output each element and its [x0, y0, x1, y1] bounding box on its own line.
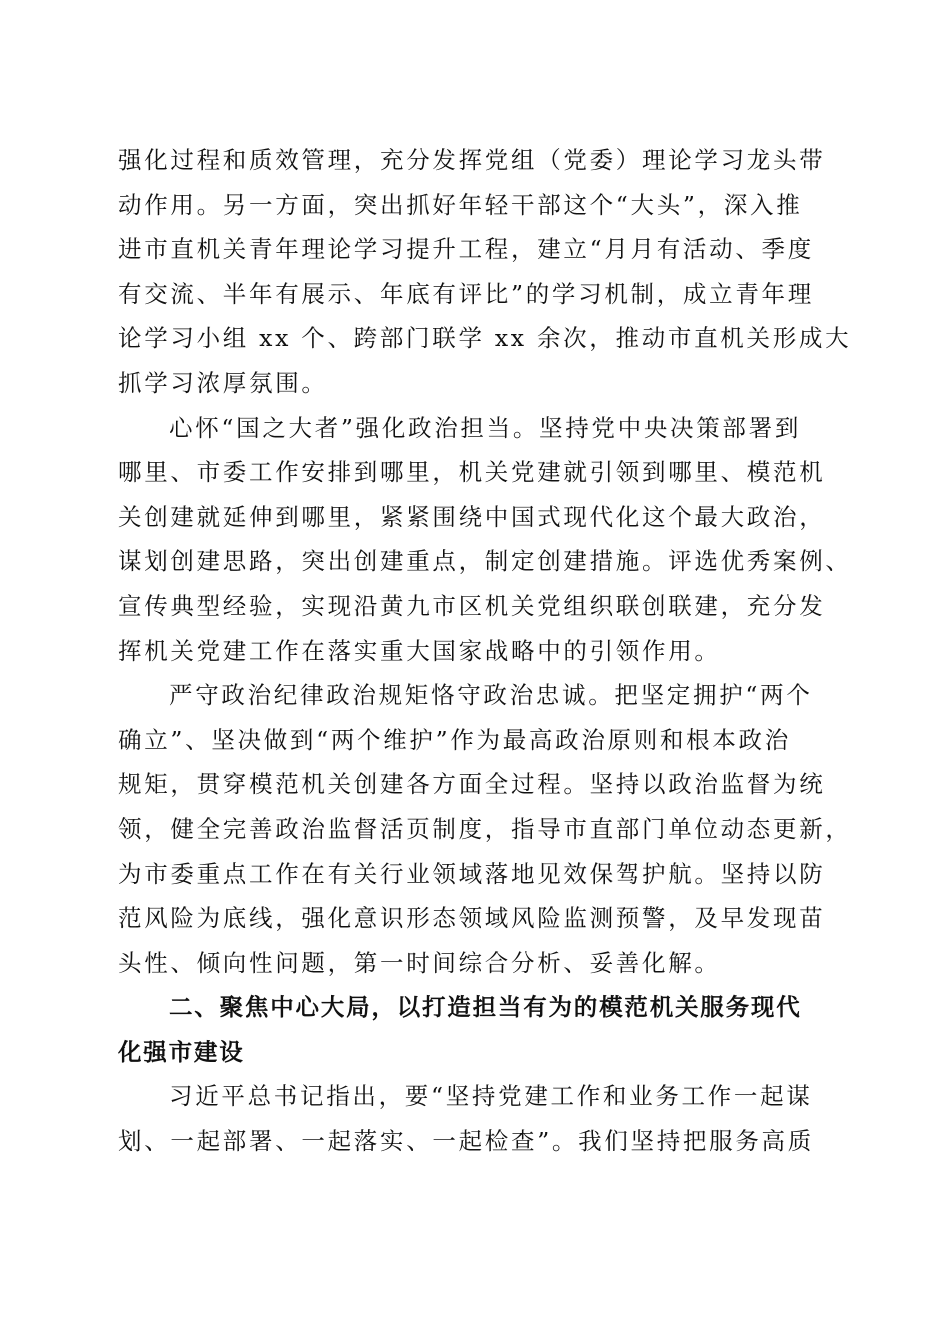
heading-line: 化强市建设: [118, 1037, 245, 1066]
heading-line: 二、聚焦中心大局，以打造担当有为的模范机关服务现代: [169, 993, 802, 1022]
text-line: 宣传典型经验，实现沿黄九市区机关党组织联创联建，充分发: [118, 591, 826, 620]
text-line: 为市委重点工作在有关行业领域落地见效保驾护航。坚持以防: [118, 859, 826, 888]
text-line: 领，健全完善政治监督活页制度，指导市直部门单位动态更新，: [118, 814, 852, 843]
text-line: 谋划创建思路，突出创建重点，制定创建措施。评选优秀案例、: [118, 547, 852, 576]
text-line: 关创建就延伸到哪里，紧紧围绕中国式现代化这个最大政治，: [118, 502, 826, 531]
text-line: 划、一起部署、一起落实、一起检查”。我们坚持把服务高质: [118, 1127, 814, 1156]
text-line: 习近平总书记指出，要“坚持党建工作和业务工作一起谋: [169, 1082, 813, 1111]
text-line: 动作用。另一方面，突出抓好年轻干部这个“大头”，深入推: [118, 190, 803, 219]
text-line: 论学习小组 xx 个、跨部门联学 xx 余次，推动市直机关形成大: [118, 324, 852, 353]
text-line: 严守政治纪律政治规矩恪守政治忠诚。把坚定拥护“两个: [169, 681, 813, 710]
text-line: 头性、倾向性问题，第一时间综合分析、妥善化解。: [118, 948, 721, 977]
text-line: 范风险为底线，强化意识形态领域风险监测预警，及早发现苗: [118, 904, 826, 933]
document-page: [118, 138, 852, 1164]
section-heading-2: [118, 985, 830, 1074]
text-line: 强化过程和质效管理，充分发挥党组（党委）理论学习龙头带: [118, 146, 826, 174]
text-line: 规矩，贯穿模范机关创建各方面全过程。坚持以政治监督为统: [118, 770, 826, 799]
text-line: 哪里、市委工作安排到哪里，机关党建就引领到哪里、模范机: [118, 458, 826, 487]
paragraph-political-responsibility: [118, 406, 852, 674]
text-line: 确立”、坚决做到“两个维护”作为最高政治原则和根本政治: [118, 725, 791, 754]
paragraph-theory-study-continued: [118, 138, 852, 406]
text-line: 心怀“国之大者”强化政治担当。坚持党中央决策部署到: [169, 413, 802, 442]
text-line: 进市直机关青年理论学习提升工程，建立“月月有活动、季度: [118, 235, 814, 264]
paragraph-party-and-business-work: [118, 1074, 830, 1163]
text-line: 挥机关党建工作在落实重大国家战略中的引领作用。: [118, 636, 721, 665]
text-line: 有交流、半年有展示、年底有评比”的学习机制，成立青年理: [118, 279, 814, 308]
text-line: 抓学习浓厚氛围。: [118, 368, 328, 397]
paragraph-political-discipline: [118, 673, 852, 985]
